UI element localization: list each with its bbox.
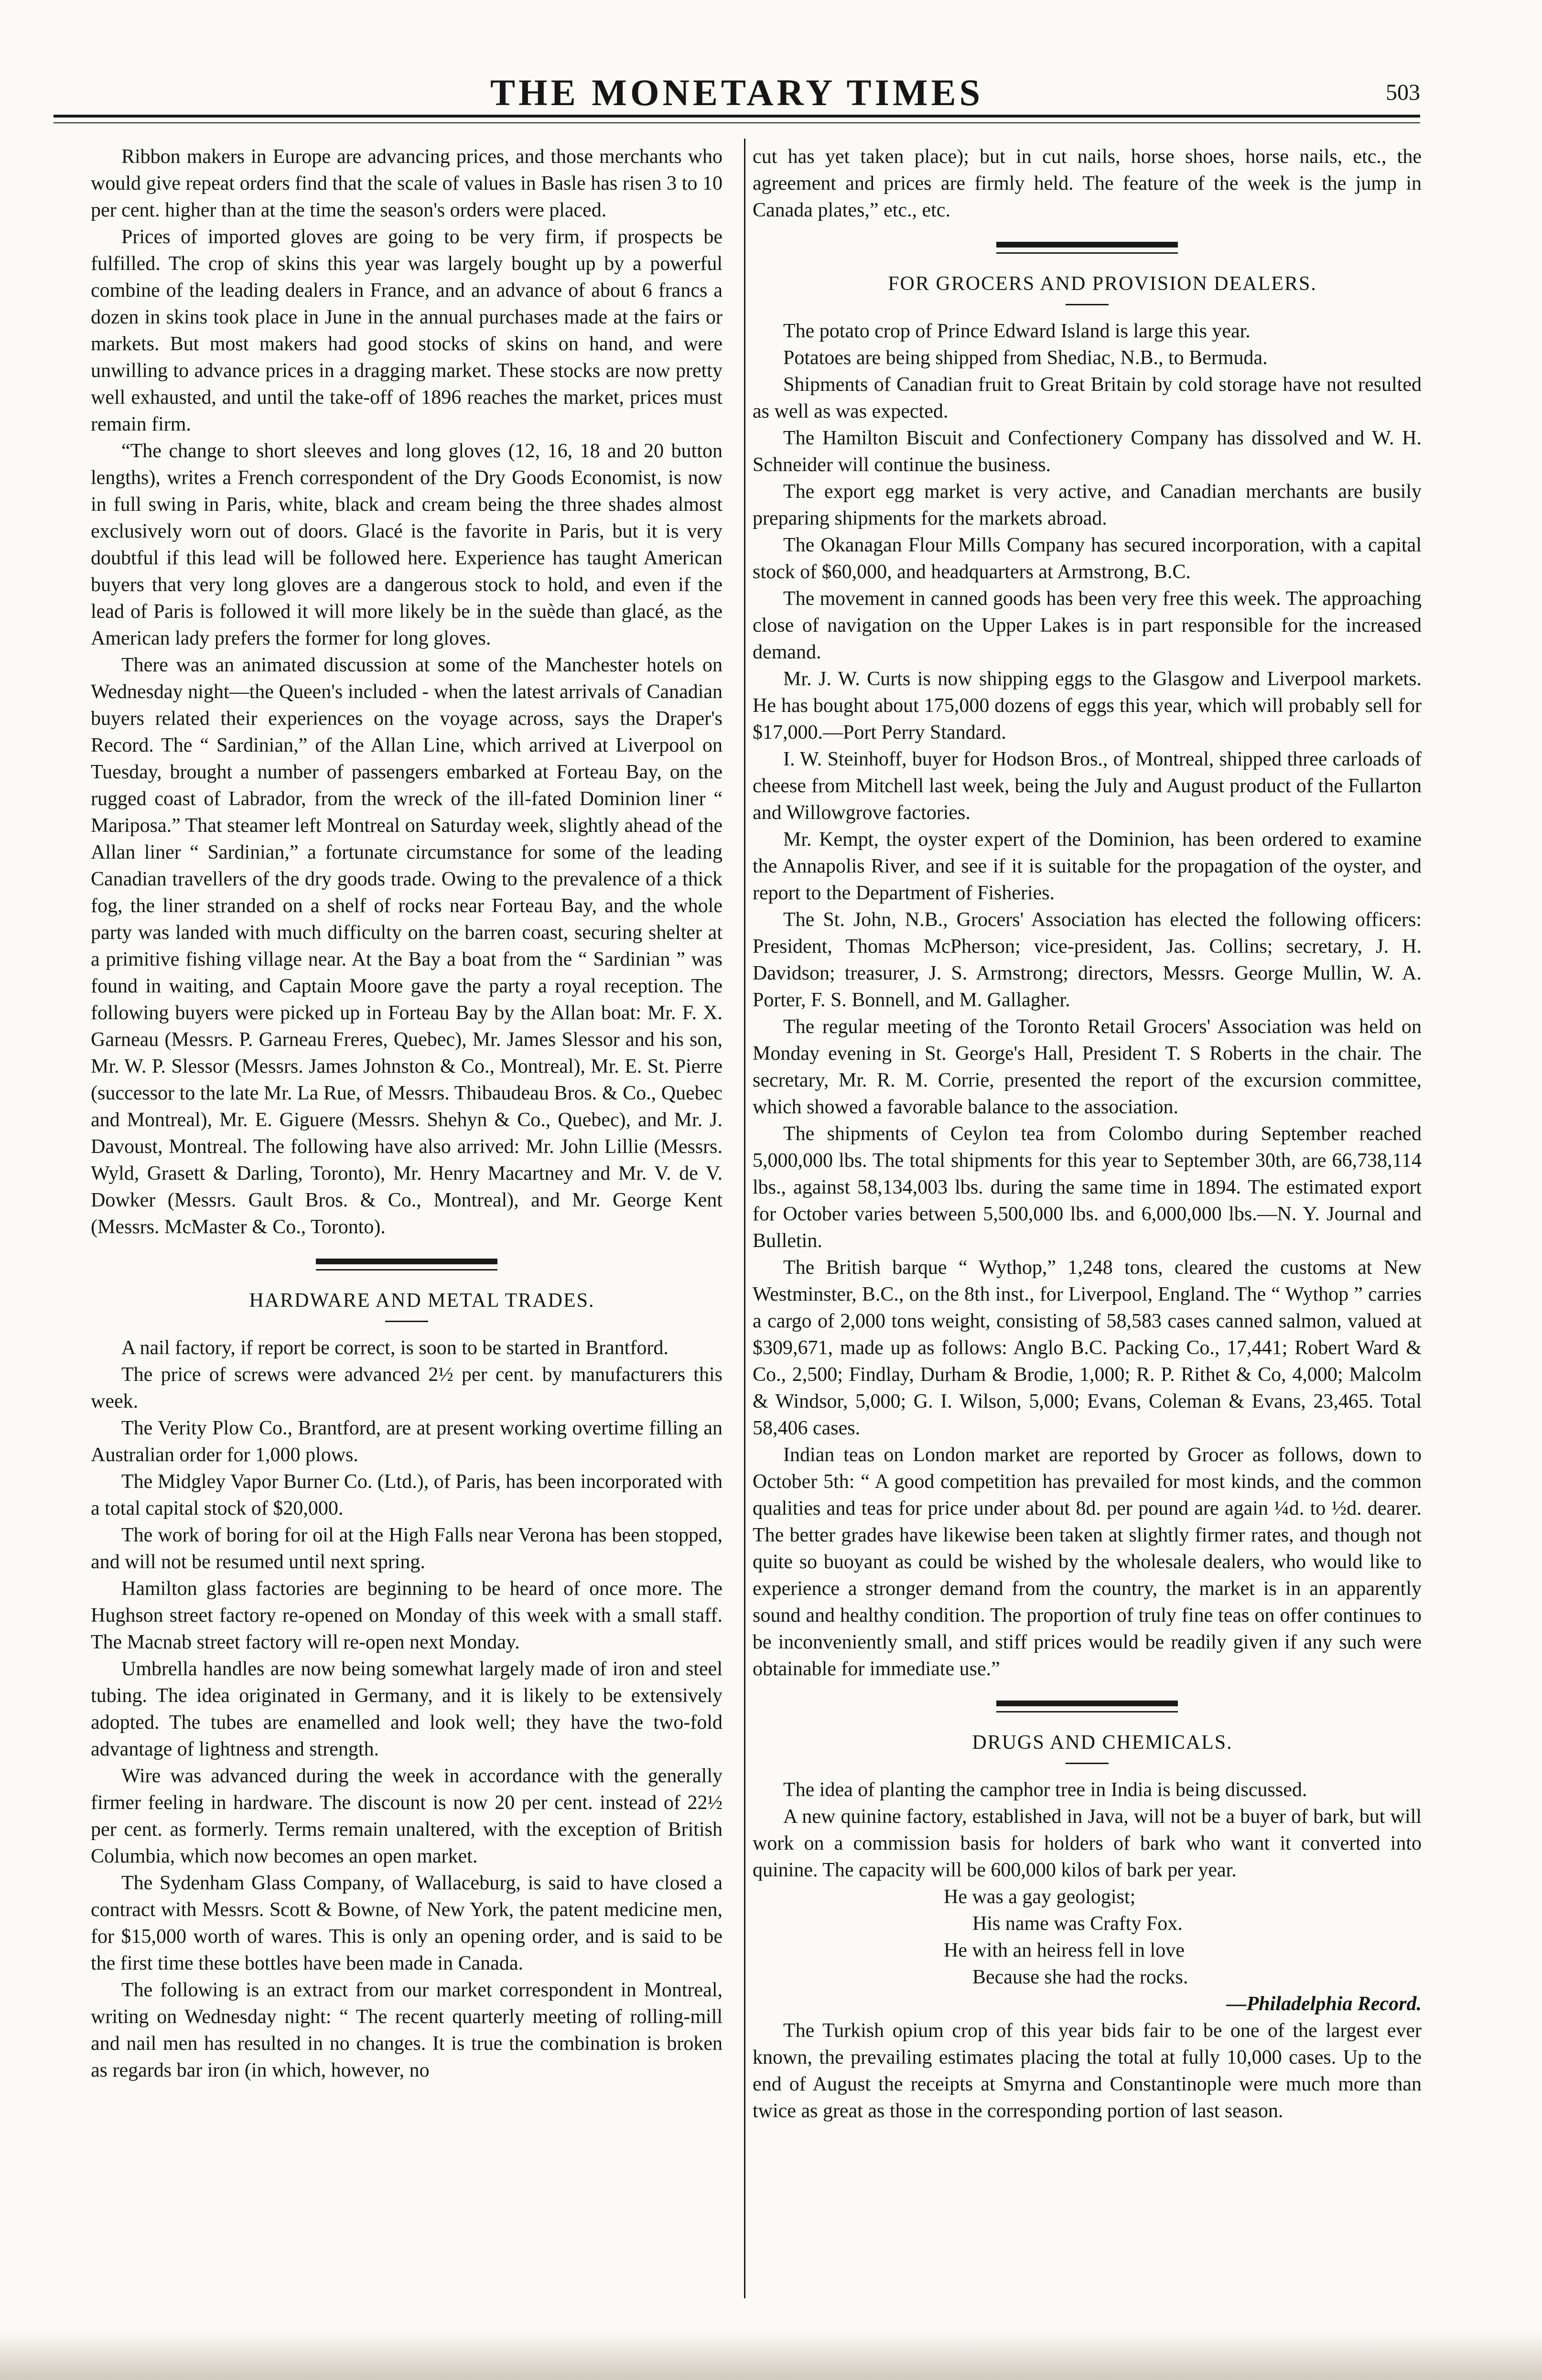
heading-underline bbox=[1066, 1763, 1109, 1764]
poem-line: He with an heiress fell in love bbox=[944, 1939, 1185, 1961]
grocers-item: The Hamilton Biscuit and Confectionery Company has dissolved and W. H. Schneider will continue the business. bbox=[753, 427, 1422, 476]
poem bbox=[753, 1884, 1422, 1991]
grocers-item: The shipments of Ceylon tea from Colombo during September reached 5,000,000 lbs. The total shipments for this year to September 30th, are 66,738,114 lbs., against 58,134,003 lbs. during the same time in 1894. The estimated export for October varies between 5,500,000 lbs. and 6,000,000 lbs.—N. Y. Journal and Bulletin. bbox=[753, 1123, 1422, 1252]
grocers-item: The export egg market is very active, and Canadian merchants are busily preparing shipments for the markets abroad. bbox=[753, 481, 1422, 529]
poem-line: His name was Crafty Fox. bbox=[972, 1913, 1183, 1935]
grocers-item: The Okanagan Flour Mills Company has secured incorporation, with a capital stock of $60,000, and headquarters at Armstrong, B.C. bbox=[753, 534, 1422, 583]
header-rule-thin bbox=[54, 122, 1420, 123]
section-divider bbox=[996, 242, 1178, 261]
hardware-item: Wire was advanced during the week in accordance with the generally firmer feeling in hardware. The discount is now 20 per cent. instead of 22½ per cent. as formerly. Terms remain unaltered, with the exception of British Columbia, which now becomes an open market. bbox=[91, 1765, 722, 1867]
hardware-item: The Verity Plow Co., Brantford, are at present working overtime filling an Australian order for 1,000 plows. bbox=[91, 1417, 722, 1466]
page-number: 503 bbox=[1386, 80, 1420, 105]
drugs-item: A new quinine factory, established in Java, will not be a buyer of bark, but will work on a commission basis for holders of bark who want it converted into quinine. The capacity will be 600,000 kilos of bark per year. bbox=[753, 1806, 1422, 1881]
column-divider bbox=[744, 139, 745, 2298]
poem-line: Because she had the rocks. bbox=[972, 1966, 1188, 1988]
heading-underline bbox=[1066, 304, 1109, 305]
page-header bbox=[54, 71, 1420, 115]
grocers-item: The movement in canned goods has been very free this week. The approaching close of navigation on the Upper Lakes is in part responsible for the increased demand. bbox=[753, 588, 1422, 663]
section-divider bbox=[316, 1259, 497, 1278]
drugs-item: The Turkish opium crop of this year bids fair to be one of the largest ever known, the prevailing estimates placing the total at fully 10,000 cases. Up to the end of August the receipts at Smyrna and Constantinople were much more than twice as great as those in the corresponding portion of last season. bbox=[753, 2020, 1422, 2122]
hardware-item: The Midgley Vapor Burner Co. (Ltd.), of Paris, has been incorporated with a total capital stock of $20,000. bbox=[91, 1471, 722, 1519]
scan-bottom-edge bbox=[0, 2332, 1542, 2380]
hardware-item: The work of boring for oil at the High Falls near Verona has been stopped, and will not be resumed until next spring. bbox=[91, 1524, 722, 1573]
article-ribbon-makers: Ribbon makers in Europe are advancing prices, and those merchants who would give repeat orders find that the scale of values in Basle has risen 3 to 10 per cent. higher than at the time the season's orders were placed. bbox=[91, 146, 722, 221]
section-heading-drugs: DRUGS AND CHEMICALS. bbox=[972, 1732, 1233, 1754]
hardware-item: The following is an extract from our market correspondent in Montreal, writing on Wednesday night: “ The recent quarterly meeting of rolling-mill and nail men has resulted in no changes. It is true the combination is broken as regards bar iron (in which, however, no bbox=[91, 1979, 722, 2081]
section-heading-grocers: FOR GROCERS AND PROVISION DEALERS. bbox=[888, 273, 1317, 295]
right-column bbox=[753, 143, 1422, 2124]
header-rule-thick bbox=[54, 115, 1420, 118]
grocers-item: The St. John, N.B., Grocers' Association has elected the following officers: President, Thomas McPherson; vice-president, Jas. Collins; secretary, J. H. Davidson; treasurer, J. S. Armstrong; directors, Messrs. George Mullin, W. A. Porter, F. S. Bonnell, and M. Gallagher. bbox=[753, 909, 1422, 1011]
left-column bbox=[91, 143, 722, 2084]
grocers-item: Indian teas on London market are reported by Grocer as follows, down to October 5th: “ A good competition has prevailed for most kinds, and the common qualities and teas for price under about 8d. per pound are again ¼d. to ½d. dearer. The better grades have likewise been taken at slightly firmer rates, and though not quite so buoyant as could be wished by the wholesale dealers, who would like to experience a stronger demand from the country, the market is in an apparently sound and healthy condition. The proportion of truly fine teas on offer continues to be inconveniently small, and stiff prices would be readily given if any such were obtainable for immediate use.” bbox=[753, 1444, 1422, 1680]
grocers-item: Mr. J. W. Curts is now shipping eggs to the Glasgow and Liverpool markets. He has bought about 175,000 dozens of eggs this year, which will probably sell for $17,000.—Port Perry Standard. bbox=[753, 668, 1422, 743]
hardware-item: Umbrella handles are now being somewhat largely made of iron and steel tubing. The idea originated in Germany, and it is likely to be extensively adopted. The tubes are enamelled and look well; they have the two-fold advantage of lightness and strength. bbox=[91, 1658, 722, 1760]
section-divider bbox=[996, 1701, 1178, 1720]
article-imported-gloves: Prices of imported gloves are going to be very firm, if prospects be fulfilled. The crop of skins this year was largely bought up by a powerful combine of the leading dealers in France, and an advance of about 6 francs a dozen in skins took place in June in the annual purchases made at the fairs or markets. But most makers had good stocks of skins on hand, and were unwilling to advance prices in a dragging market. These stocks are now pretty well exhausted, and until the take-off of 1896 reaches the market, prices must remain firm. bbox=[91, 226, 722, 435]
section-heading-hardware: HARDWARE AND METAL TRADES. bbox=[249, 1290, 595, 1312]
heading-underline bbox=[385, 1321, 428, 1322]
grocers-item: Shipments of Canadian fruit to Great Britain by cold storage have not resulted as well as was expected. bbox=[753, 374, 1422, 422]
poem-line: He was a gay geologist; bbox=[944, 1886, 1136, 1908]
article-short-sleeves: “The change to short sleeves and long gloves (12, 16, 18 and 20 button lengths), writes a French correspondent of the Dry Goods Economist, is now in full swing in Paris, white, black and cream being the three shades almost exclusively worn out of doors. Glacé is the favorite in Paris, but it is very doubtful if this lead will be followed here. Experience has taught American buyers that very long gloves are a dangerous stock to hold, and even if the lead of Paris is followed it will more likely be in the suède than glacé, as the American lady prefers the former for long gloves. bbox=[91, 440, 722, 649]
hardware-item: Hamilton glass factories are beginning to be heard of once more. The Hughson street factory re-opened on Monday of this week with a small staff. The Macnab street factory will re-open next Monday. bbox=[91, 1578, 722, 1653]
hardware-item: The Sydenham Glass Company, of Wallaceburg, is said to have closed a contract with Messrs. Scott & Bowne, of New York, the patent medicine men, for $15,000 worth of wares. This is only an opening order, and is said to be the first time these bottles have been made in Canada. bbox=[91, 1872, 722, 1974]
grocers-item: The potato crop of Prince Edward Island is large this year. bbox=[783, 320, 1251, 342]
grocers-item: The regular meeting of the Toronto Retail Grocers' Association was held on Monday evening in St. George's Hall, President T. S Roberts in the chair. The secretary, Mr. R. M. Corrie, presented the report of the excursion committee, which showed a favorable balance to the association. bbox=[753, 1016, 1422, 1118]
grocers-item: Mr. Kempt, the oyster expert of the Dominion, has been ordered to examine the Annapolis River, and see if it is suitable for the propagation of the oyster, and report to the Department of Fisheries. bbox=[753, 829, 1422, 904]
masthead-title: THE MONETARY TIMES bbox=[490, 72, 983, 113]
hardware-item: The price of screws were advanced 2½ per cent. by manufacturers this week. bbox=[91, 1364, 722, 1412]
continued-paragraph: cut has yet taken place); but in cut nails, horse shoes, horse nails, etc., the agreement and prices are firmly held. The feature of the week is the jump in Canada plates,” etc., etc. bbox=[753, 146, 1422, 221]
grocers-item: Potatoes are being shipped from Shediac, N.B., to Bermuda. bbox=[783, 347, 1268, 369]
grocers-item: The British barque “ Wythop,” 1,248 tons, cleared the customs at New Westminster, B.C., on the 8th inst., for Liverpool, England. The “ Wythop ” carries a cargo of 2,000 tons weight, consisting of 58,583 cases canned salmon, valued at $309,671, made up as follows: Anglo B.C. Packing Co., 17,441; Robert Ward & Co., 2,500; Findlay, Durham & Brodie, 1,000; R. P. Rithet & Co, 4,000; Malcolm & Windsor, 5,000; G. I. Wilson, 5,000; Evans, Coleman & Evans, 23,465. Total 58,406 cases. bbox=[753, 1257, 1422, 1439]
drugs-item: The idea of planting the camphor tree in India is being discussed. bbox=[783, 1779, 1307, 1801]
poem-credit: —Philadelphia Record. bbox=[1226, 1993, 1422, 2015]
article-manchester-discussion: There was an animated discussion at some of the Manchester hotels on Wednesday night—the Queen's included - when the latest arrivals of Canadian buyers related their experiences on the voyage across, says the Draper's Record. The “ Sardinian,” of the Allan Line, which arrived at Liverpool on Tuesday, brought a number of passengers embarked at Forteau Bay, on the rugged coast of Labrador, from the wreck of the ill-fated Dominion liner “ Mariposa.” That steamer left Montreal on Saturday week, slightly ahead of the Allan liner “ Sardinian,” a fortunate circumstance for some of the leading Canadian travellers of the dry goods trade. Owing to the prevalence of a thick fog, the liner stranded on a shelf of rocks near Forteau Bay, and the whole party was landed with much difficulty on the barren coast, securing shelter at a primitive fishing village near. At the Bay a boat from the “ Sardinian ” was found in waiting, and Captain Moore gave the party a royal reception. The following buyers were picked up in Forteau Bay by the Allan boat: Mr. F. X. Garneau (Messrs. P. Garneau Freres, Quebec), Mr. James Slessor and his son, Mr. W. P. Slessor (Messrs. James Johnston & Co., Montreal), Mr. E. St. Pierre (successor to the late Mr. La Rue, of Messrs. Thibaudeau Bros. & Co., Quebec and Montreal), Mr. E. Giguere (Messrs. Shehyn & Co., Quebec), and Mr. J. Davoust, Montreal. The following have also arrived: Mr. John Lillie (Messrs. Wyld, Grasett & Darling, Toronto), Mr. Henry Macartney and Mr. V. de V. Dowker (Messrs. Gault Bros. & Co., Montreal), and Mr. George Kent (Messrs. McMaster & Co., Toronto). bbox=[91, 654, 722, 1238]
hardware-item: A nail factory, if report be correct, is soon to be started in Brantford. bbox=[121, 1337, 669, 1359]
grocers-item: I. W. Steinhoff, buyer for Hodson Bros., of Montreal, shipped three carloads of cheese from Mitchell last week, being the July and August product of the Fullarton and Willowgrove factories. bbox=[753, 748, 1422, 824]
